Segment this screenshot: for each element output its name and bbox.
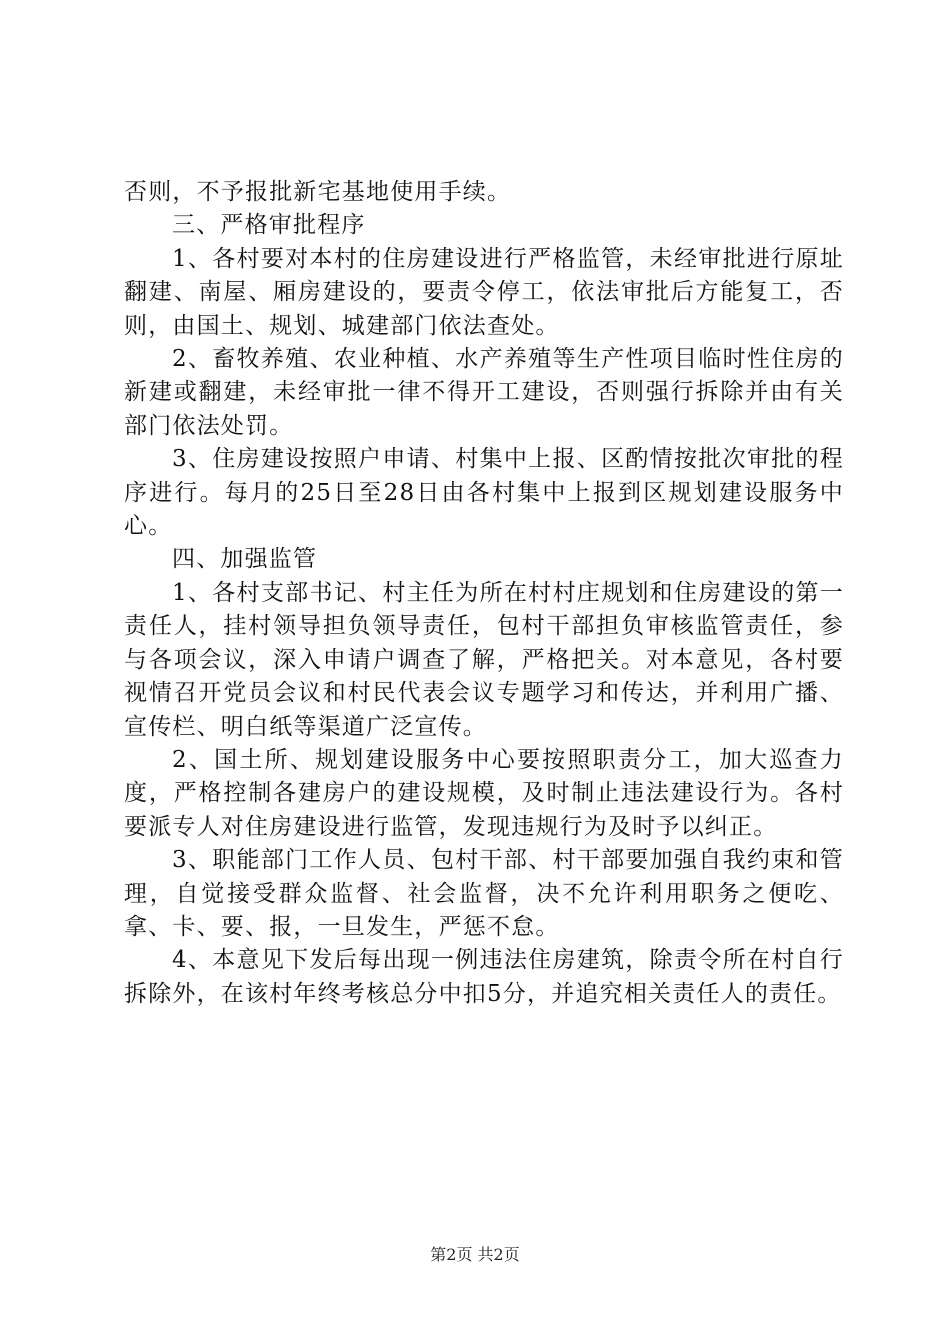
document-body — [124, 176, 844, 1011]
paragraph-3-2: 2、畜牧养殖、农业种植、水产养殖等生产性项目临时性住房的新建或翻建，未经审批一律不得开工建设，否则强行拆除并由有关部门依法处罚。 — [124, 346, 844, 439]
page-number-footer: 第2页 共2页 — [430, 1245, 520, 1264]
paragraph-3-3: 3、住房建设按照户申请、村集中上报、区酌情按批次审批的程序进行。每月的25日至28日由各村集中上报到区规划建设服务中心。 — [124, 446, 844, 540]
paragraph-4-1: 1、各村支部书记、村主任为所在村村庄规划和住房建设的第一责任人，挂村领导担负领导责任，包村干部担负审核监管责任，参与各项会议，深入申请户调查了解，严格把关。对本意见，各村要视情召开党员会议和村民代表会议专题学习和传达，并利用广播、宣传栏、明白纸等渠道广泛宣传。 — [124, 579, 844, 740]
paragraph-4-4: 4、本意见下发后每出现一例违法住房建筑，除责令所在村自行拆除外，在该村年终考核总分中扣5分，并追究相关责任人的责任。 — [124, 947, 844, 1007]
section-heading-4: 四、加强监管 — [172, 546, 318, 573]
paragraph-4-3: 3、职能部门工作人员、包村干部、村干部要加强自我约束和管理，自觉接受群众监督、社会监督，决不允许利用职务之便吃、拿、卡、要、报，一旦发生，严惩不怠。 — [124, 847, 844, 940]
section-heading-3: 三、严格审批程序 — [172, 212, 366, 239]
paragraph-4-2: 2、国土所、规划建设服务中心要按照职责分工，加大巡查力度，严格控制各建房户的建设规模，及时制止违法建设行为。各村要派专人对住房建设进行监管，发现违规行为及时予以纠正。 — [124, 746, 844, 840]
paragraph-continuation: 否则，不予报批新宅基地使用手续。 — [124, 179, 512, 205]
paragraph-3-1: 1、各村要对本村的住房建设进行严格监管，未经审批进行原址翻建、南屋、厢房建设的，要责令停工，依法审批后方能复工，否则，由国土、规划、城建部门依法查处。 — [124, 245, 844, 339]
